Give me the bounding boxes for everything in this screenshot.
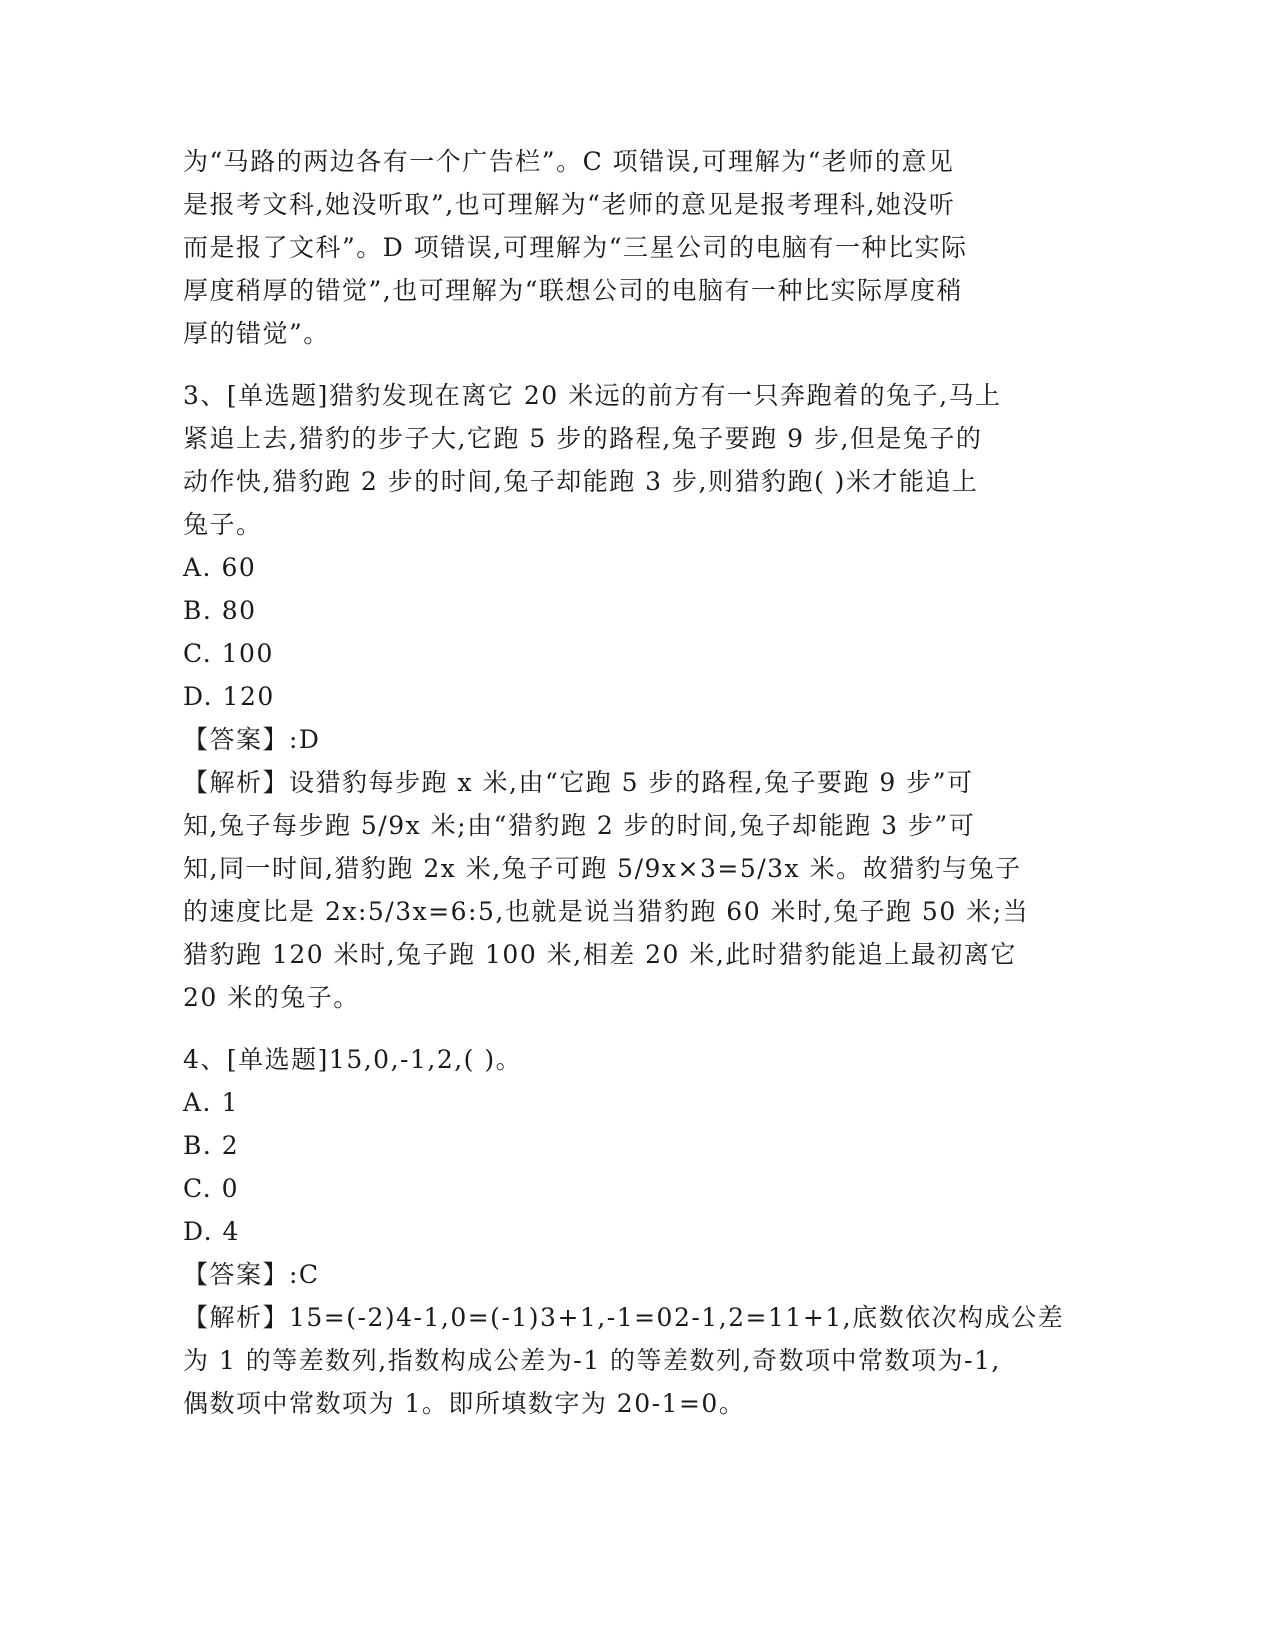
analysis-line: 20 米的兔子。 — [183, 983, 360, 1012]
analysis-line: 的速度比是 2x:5/3x=6:5,也就是说当猎豹跑 60 米时,兔子跑 50 米;当 — [183, 897, 1030, 926]
text-line: 而是报了文科”。D 项错误,可理解为“三星公司的电脑有一种比实际 — [183, 233, 968, 262]
document-page — [183, 140, 1083, 1425]
text-line: 是报考文科,她没听取”,也可理解为“老师的意见是报考理科,她没听 — [183, 190, 956, 219]
answer: 【答案】:C — [183, 1260, 320, 1289]
option-a: A. 1 — [183, 1088, 239, 1117]
spacer — [183, 355, 1083, 374]
option-b: B. 2 — [183, 1131, 240, 1160]
text-line: 厚度稍厚的错觉”,也可理解为“联想公司的电脑有一种比实际厚度稍 — [183, 276, 964, 305]
text-line: 为“马路的两边各有一个广告栏”。C 项错误,可理解为“老师的意见 — [183, 147, 955, 176]
question-stem-line: 兔子。 — [183, 510, 263, 539]
analysis-line: 知,同一时间,猎豹跑 2x 米,兔子可跑 5/9x×3=5/3x 米。故猎豹与兔子 — [183, 854, 1022, 883]
option-d: D. 120 — [183, 682, 275, 711]
analysis-line: 偶数项中常数项为 1。即所填数字为 20-1=0。 — [183, 1389, 746, 1418]
question-stem-line: 4、[单选题]15,0,-1,2,( )。 — [183, 1045, 523, 1074]
option-c: C. 100 — [183, 639, 274, 668]
analysis-line: 猎豹跑 120 米时,兔子跑 100 米,相差 20 米,此时猎豹能追上最初离它 — [183, 940, 1017, 969]
question-3 — [183, 374, 1083, 1019]
analysis-line: 【解析】设猎豹每步跑 x 米,由“它跑 5 步的路程,兔子要跑 9 步”可 — [183, 768, 974, 797]
analysis-line: 知,兔子每步跑 5/9x 米;由“猎豹跑 2 步的时间,兔子却能跑 3 步”可 — [183, 811, 976, 840]
question-stem-line: 动作快,猎豹跑 2 步的时间,兔子却能跑 3 步,则猎豹跑( )米才能追上 — [183, 467, 979, 496]
question-4 — [183, 1038, 1083, 1425]
analysis-line: 为 1 的等差数列,指数构成公差为-1 的等差数列,奇数项中常数项为-1, — [183, 1346, 1001, 1375]
analysis-line: 【解析】15=(-2)4-1,0=(-1)3+1,-1=02-1,2=11+1,底数依次构成公差 — [183, 1303, 1065, 1332]
question-stem-line: 紧追上去,猎豹的步子大,它跑 5 步的路程,兔子要跑 9 步,但是兔子的 — [183, 424, 983, 453]
previous-analysis-continuation — [183, 140, 1083, 355]
answer: 【答案】:D — [183, 725, 321, 754]
text-line: 厚的错觉”。 — [183, 319, 330, 348]
option-c: C. 0 — [183, 1174, 240, 1203]
option-b: B. 80 — [183, 596, 257, 625]
option-d: D. 4 — [183, 1217, 240, 1246]
question-stem-line: 3、[单选题]猎豹发现在离它 20 米远的前方有一只奔跑着的兔子,马上 — [183, 381, 1002, 410]
spacer — [183, 1019, 1083, 1038]
option-a: A. 60 — [183, 553, 257, 582]
